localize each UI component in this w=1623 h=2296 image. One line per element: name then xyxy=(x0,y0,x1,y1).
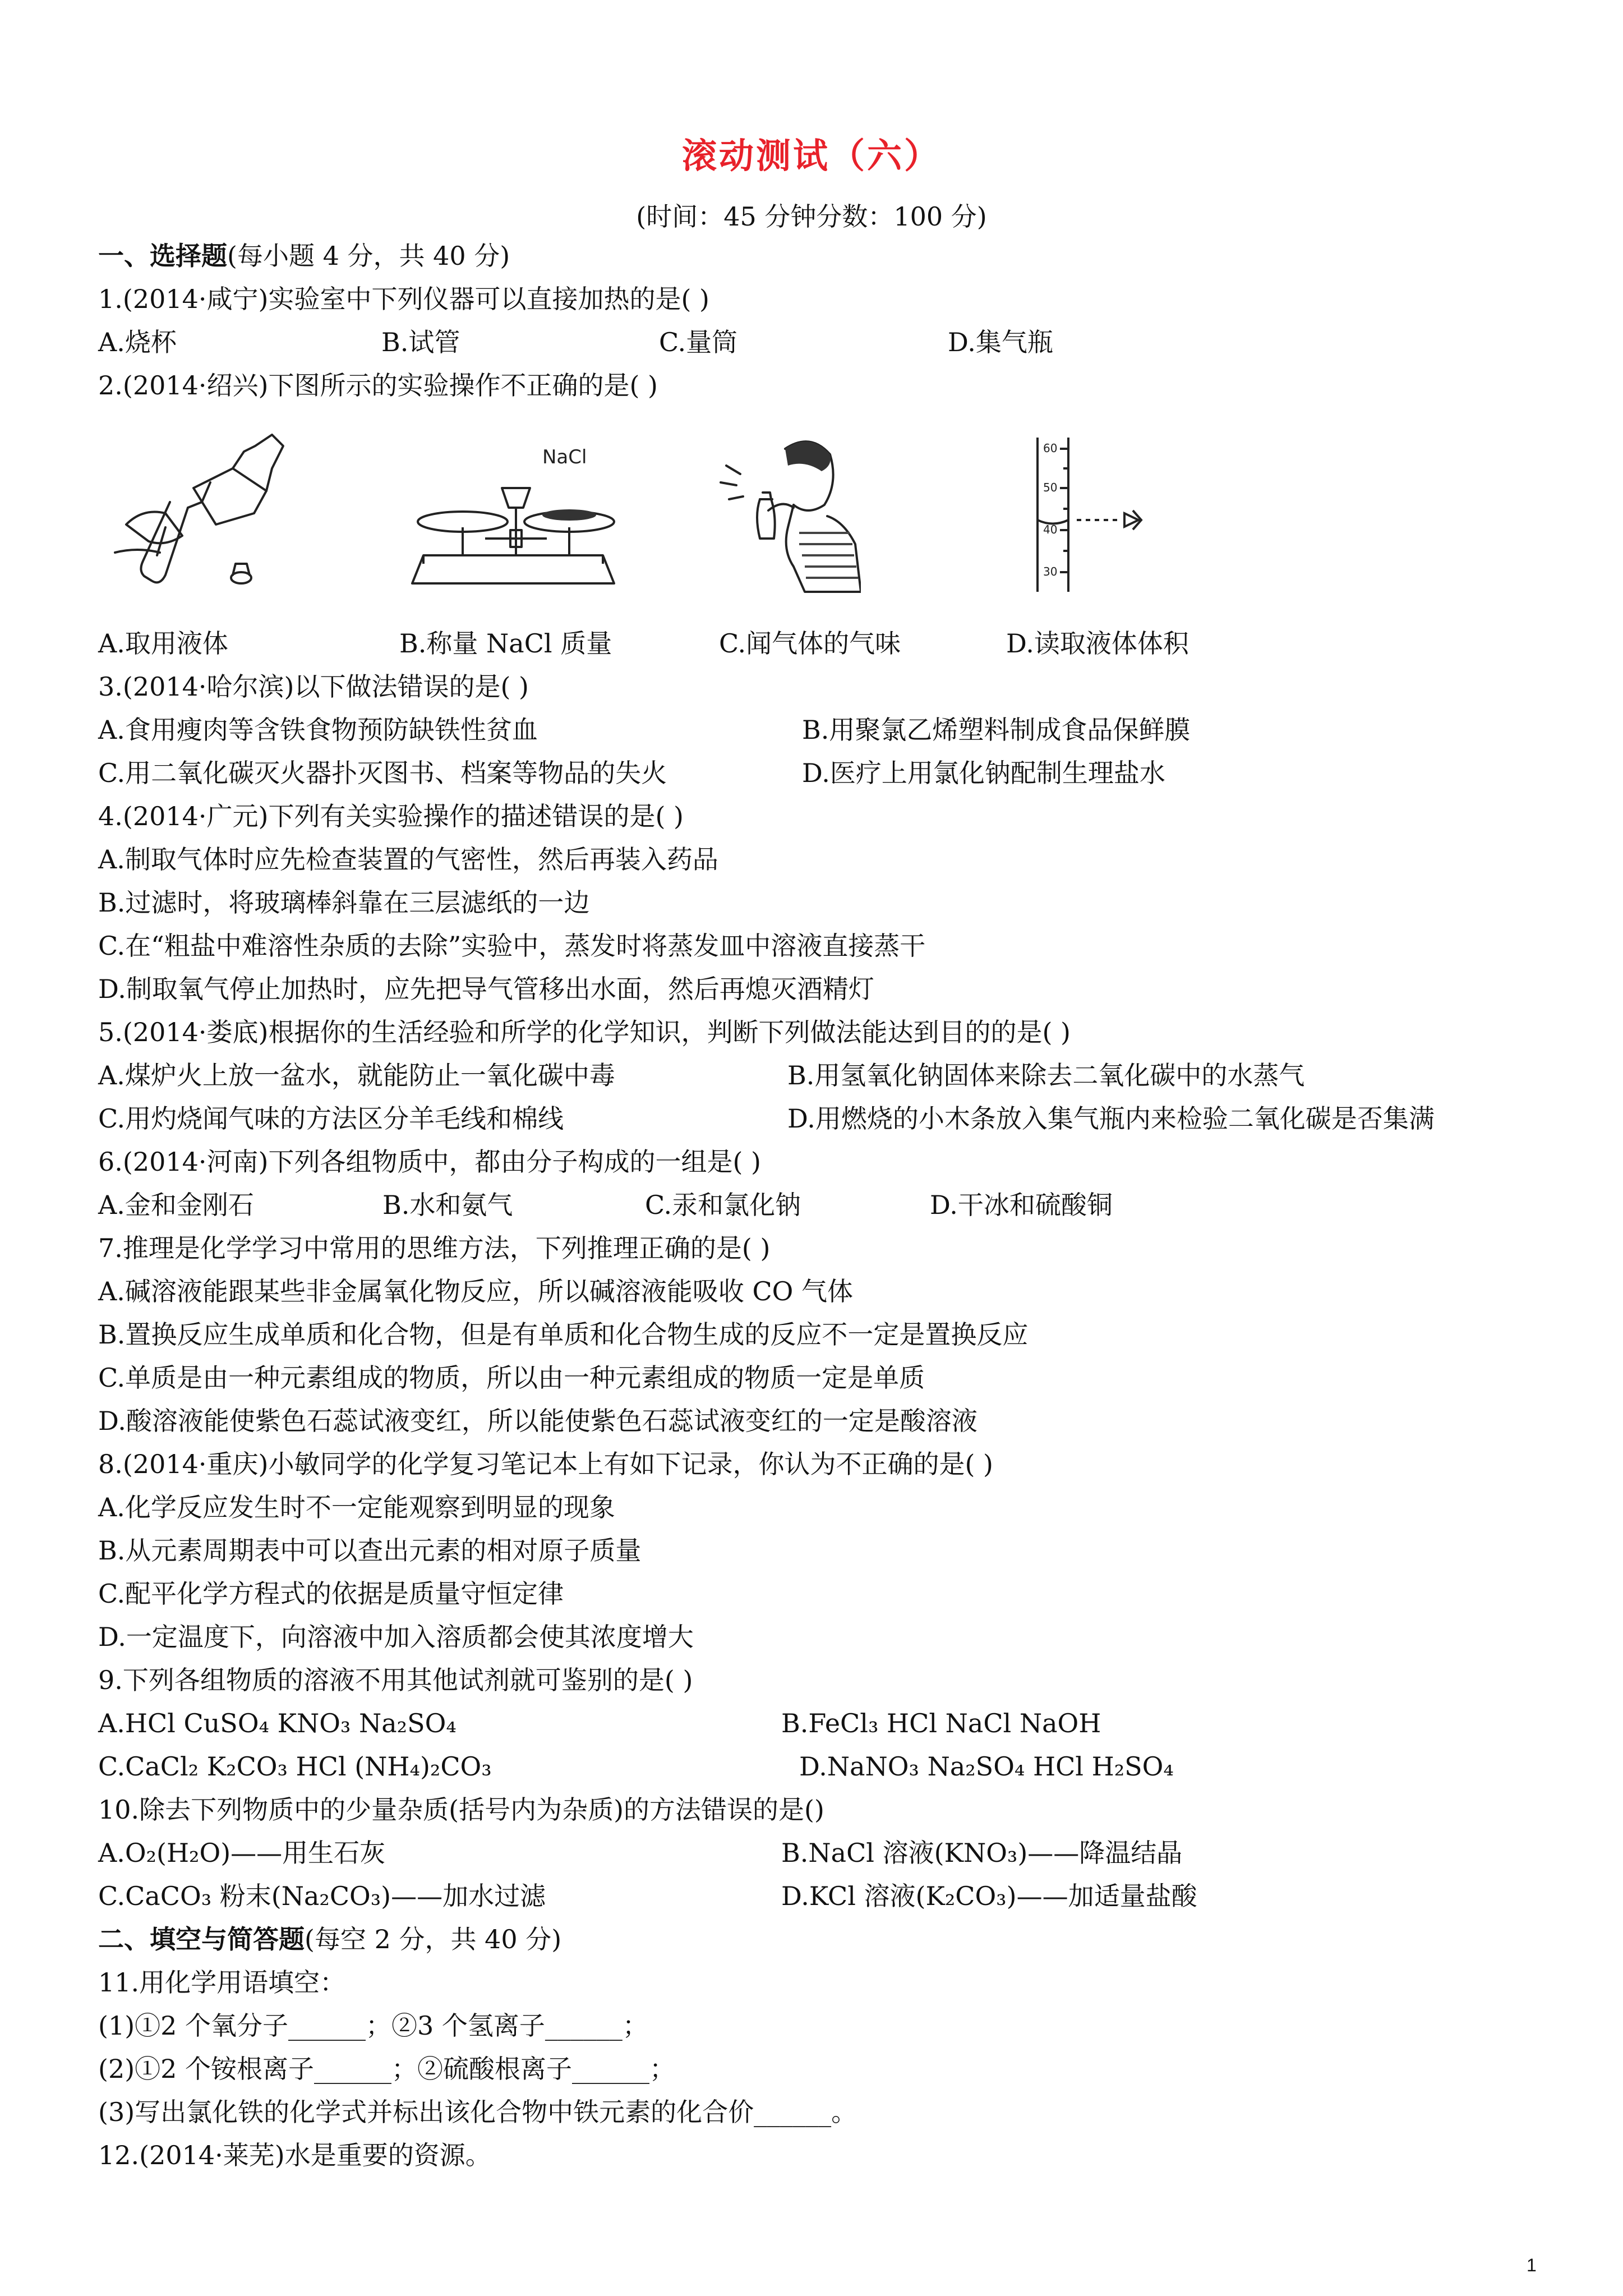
q3-option-a: A.食用瘦肉等含铁食物预防缺铁性贫血 xyxy=(98,715,538,745)
question-6-stem: 6.(2014·河南)下列各组物质中，都由分子构成的一组是( ) xyxy=(98,1147,761,1177)
question-12-stem: 12.(2014·莱芜)水是重要的资源。 xyxy=(98,2140,491,2170)
q8-option-c: C.配平化学方程式的依据是质量守恒定律 xyxy=(98,1579,564,1609)
q2-option-d: D.读取液体体积 xyxy=(1006,628,1189,659)
q3-option-c: C.用二氧化碳灭火器扑灭图书、档案等物品的失火 xyxy=(98,758,667,788)
pouring-liquid-figure xyxy=(104,424,294,592)
q10-option-c: C.CaCO₃ 粉末(Na₂CO₃)——加水过滤 xyxy=(98,1881,546,1911)
q5-option-a: A.煤炉火上放一盆水，就能防止一氧化碳中毒 xyxy=(98,1060,615,1091)
q10-option-b: B.NaCl 溶液(KNO₃)——降温结晶 xyxy=(781,1838,1183,1868)
q5-option-d: D.用燃烧的小木条放入集气瓶内来检验二氧化碳是否集满 xyxy=(787,1103,1435,1134)
q7-option-c: C.单质是由一种元素组成的物质，所以由一种元素组成的物质一定是单质 xyxy=(98,1363,925,1393)
q9-option-a: A.HCl CuSO₄ KNO₃ Na₂SO₄ xyxy=(98,1708,457,1738)
q2-option-a: A.取用液体 xyxy=(98,628,228,659)
q11-item-1: (1)①2 个氧分子______；②3 个氢离子______； xyxy=(98,2010,648,2041)
q10-option-d: D.KCl 溶液(K₂CO₃)——加适量盐酸 xyxy=(781,1881,1197,1911)
page-title: 滚动测试（六） xyxy=(681,135,941,176)
question-9-stem: 9.下列各组物质的溶液不用其他试剂就可鉴别的是( ) xyxy=(98,1665,693,1695)
section-heading-1 xyxy=(98,243,510,269)
section-note: (每空 2 分，共 40 分) xyxy=(305,1924,562,1954)
q11-item-2: (2)①2 个铵根离子______；②硫酸根离子______； xyxy=(98,2054,676,2084)
balance-scale-figure xyxy=(401,443,625,595)
q8-option-d: D.一定温度下，向溶液中加入溶质都会使其浓度增大 xyxy=(98,1622,694,1652)
q6-option-a: A.金和金刚石 xyxy=(98,1190,254,1220)
question-4-stem: 4.(2014·广元)下列有关实验操作的描述错误的是( ) xyxy=(98,801,684,831)
q10-option-a: A.O₂(H₂O)——用生石灰 xyxy=(98,1838,386,1868)
scale-tick-60: 60 xyxy=(1043,441,1058,455)
q7-option-b: B.置换反应生成单质和化合物，但是有单质和化合物生成的反应不一定是置换反应 xyxy=(98,1319,1029,1350)
question-11-stem: 11.用化学用语填空： xyxy=(98,1967,346,1998)
question-10-stem: 10.除去下列物质中的少量杂质(括号内为杂质)的方法错误的是() xyxy=(98,1795,824,1825)
q1-option-b: B.试管 xyxy=(381,327,460,357)
q6-option-c: C.汞和氯化钠 xyxy=(645,1190,801,1220)
q8-option-b: B.从元素周期表中可以查出元素的相对原子质量 xyxy=(98,1535,642,1566)
page-number: 1 xyxy=(1527,2255,1537,2275)
q2-option-b: B.称量 NaCl 质量 xyxy=(399,628,612,659)
q7-option-a: A.碱溶液能跟某些非金属氧化物反应，所以碱溶液能吸收 CO 气体 xyxy=(98,1276,853,1306)
q1-option-a: A.烧杯 xyxy=(98,327,177,357)
q8-option-a: A.化学反应发生时不一定能观察到明显的现象 xyxy=(98,1492,615,1522)
scale-tick-30: 30 xyxy=(1043,565,1058,578)
scale-tick-50: 50 xyxy=(1043,481,1058,494)
question-2-stem: 2.(2014·绍兴)下图所示的实验操作不正确的是( ) xyxy=(98,370,658,401)
section-note: (每小题 4 分，共 40 分) xyxy=(227,241,510,271)
section-title: 二、填空与简答题 xyxy=(98,1924,305,1954)
q4-option-d: D.制取氧气停止加热时，应先把导气管移出水面，然后再熄灭酒精灯 xyxy=(98,974,874,1004)
q1-option-c: C.量筒 xyxy=(659,327,738,357)
section-title: 一、选择题 xyxy=(98,241,227,271)
section-heading-2 xyxy=(98,1926,561,1952)
smelling-gas-figure xyxy=(709,432,861,600)
question-8-stem: 8.(2014·重庆)小敏同学的化学复习笔记本上有如下记录，你认为不正确的是( ) xyxy=(98,1449,993,1479)
q4-option-c: C.在“粗盐中难溶性杂质的去除”实验中，蒸发时将蒸发皿中溶液直接蒸干 xyxy=(98,931,926,961)
q4-option-a: A.制取气体时应先检查装置的气密性，然后再装入药品 xyxy=(98,844,718,875)
question-3-stem: 3.(2014·哈尔滨)以下做法错误的是( ) xyxy=(98,671,529,702)
q9-option-b: B.FeCl₃ HCl NaCl NaOH xyxy=(781,1708,1101,1738)
question-1-stem: 1.(2014·咸宁)实验室中下列仪器可以直接加热的是( ) xyxy=(98,284,709,314)
q11-item-3: (3)写出氯化铁的化学式并标出该化合物中铁元素的化合价______。 xyxy=(98,2097,857,2127)
q1-option-d: D.集气瓶 xyxy=(948,327,1053,357)
question-7-stem: 7.推理是化学学习中常用的思维方法，下列推理正确的是( ) xyxy=(98,1233,771,1263)
q9-option-c: C.CaCl₂ K₂CO₃ HCl (NH₄)₂CO₃ xyxy=(98,1751,492,1782)
q5-option-b: B.用氢氧化钠固体来除去二氧化碳中的水蒸气 xyxy=(787,1060,1305,1091)
nacl-label: NaCl xyxy=(542,446,587,468)
q6-option-b: B.水和氨气 xyxy=(382,1190,513,1220)
question-5-stem: 5.(2014·娄底)根据你的生活经验和所学的化学知识，判断下列做法能达到目的的是( ) xyxy=(98,1017,1071,1047)
q5-option-c: C.用灼烧闻气味的方法区分羊毛线和棉线 xyxy=(98,1103,564,1134)
graduated-cylinder-figure xyxy=(1026,432,1172,595)
scale-tick-40: 40 xyxy=(1043,523,1058,536)
q6-option-d: D.干冰和硫酸铜 xyxy=(930,1190,1113,1220)
q4-option-b: B.过滤时，将玻璃棒斜靠在三层滤纸的一边 xyxy=(98,887,590,918)
q3-option-b: B.用聚氯乙烯塑料制成食品保鲜膜 xyxy=(802,715,1191,745)
q3-option-d: D.医疗上用氯化钠配制生理盐水 xyxy=(802,758,1165,788)
exam-info: (时间：45 分钟分数：100 分) xyxy=(636,201,987,232)
q2-option-c: C.闻气体的气味 xyxy=(719,628,901,659)
q7-option-d: D.酸溶液能使紫色石蕊试液变红，所以能使紫色石蕊试液变红的一定是酸溶液 xyxy=(98,1406,978,1436)
q9-option-d: D.NaNO₃ Na₂SO₄ HCl H₂SO₄ xyxy=(799,1751,1174,1782)
